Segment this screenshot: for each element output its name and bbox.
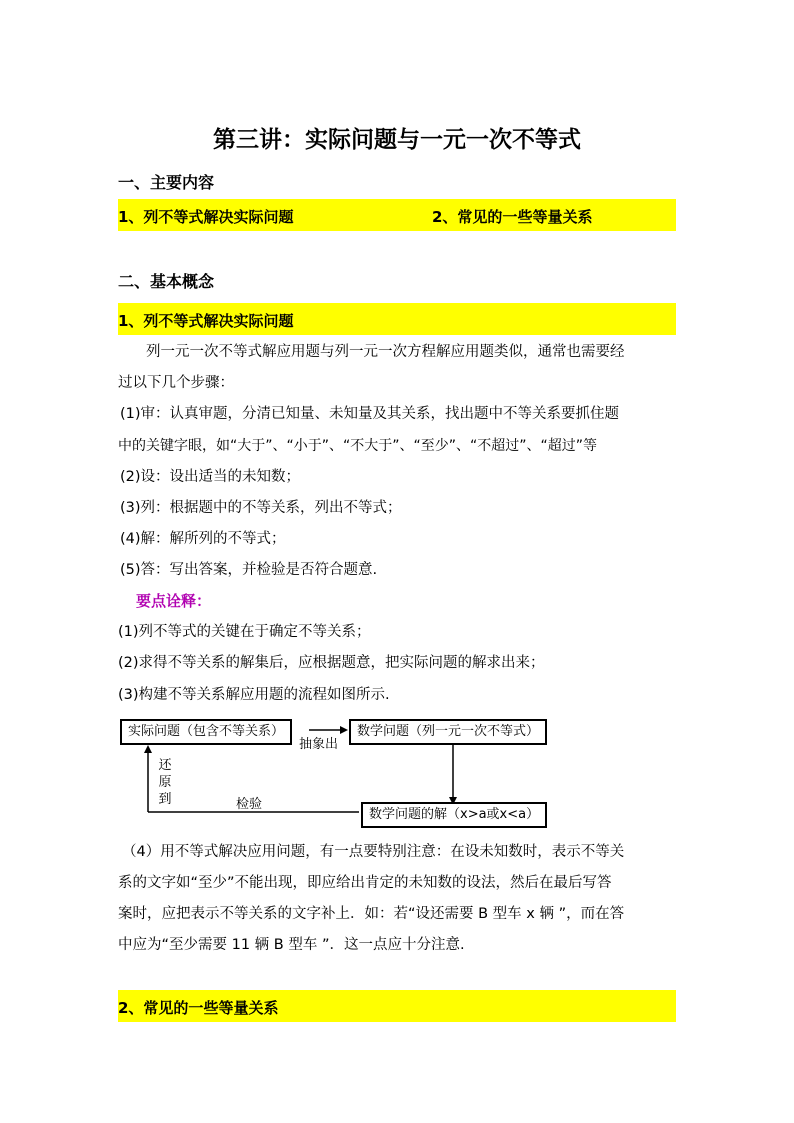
para-4-line-3: 案时，应把表示不等关系的文字补上．如：若“设还需要 B 型车 x 辆 ”，而在答 <box>118 906 625 922</box>
step-1-line-1: (1)审：认真审题，分清已知量、未知量及其关系，找出题中不等关系要抓住题 <box>120 406 620 422</box>
step-3: (3)列：根据题中的不等关系，列出不等式； <box>120 500 402 516</box>
flow-box-real-problem: 实际问题（包含不等关系） <box>120 719 292 745</box>
step-5: (5)答：写出答案，并检验是否符合题意. <box>120 562 378 578</box>
content-item-1: 1、列不等式解决实际问题 <box>118 208 294 226</box>
note-3: (3)构建不等关系解应用题的流程如图所示. <box>118 687 390 703</box>
content-item-2: 2、常见的一些等量关系 <box>432 208 593 226</box>
flowchart <box>118 715 563 830</box>
intro-line-1: 列一元一次不等式解应用题与列一元一次方程解应用题类似，通常也需要经 <box>146 344 625 360</box>
page-title: 第三讲：实际问题与一元一次不等式 <box>213 126 581 153</box>
para-4-line-4: 中应为“至少需要 11 辆 B 型车 ”．这一点应十分注意. <box>118 937 465 953</box>
restore-char-3: 到 <box>158 792 172 807</box>
step-1-line-2: 中的关键字眼，如“大于”、“小于”、“不大于”、“至少”、“不超过”、“超过”等 <box>118 438 598 454</box>
highlight-bar-contents <box>118 199 676 231</box>
highlight-bar-sub1 <box>118 303 676 335</box>
restore-char-1: 还 <box>158 758 172 773</box>
note-1: (1)列不等式的关键在于确定不等关系； <box>118 624 371 640</box>
flow-box-math-solution: 数学问题的解（x>a或x<a） <box>361 802 547 828</box>
key-points-heading: 要点诠释： <box>136 592 212 610</box>
para-4-line-1: （4）用不等式解决应用问题，有一点要特别注意：在设未知数时，表示不等关 <box>122 844 625 860</box>
para-4-line-2: 系的文字如“至少”不能出现，即应给出肯定的未知数的设法，然后在最后写答 <box>118 875 612 891</box>
flow-label-check: 检验 <box>236 797 263 812</box>
restore-char-2: 原 <box>158 775 172 790</box>
highlight-bar-sub2 <box>118 990 676 1022</box>
flow-label-restore <box>158 757 172 808</box>
section-heading-main-content: 一、主要内容 <box>118 173 215 192</box>
intro-line-2: 过以下几个步骤： <box>118 375 234 391</box>
subsection-title-1: 1、列不等式解决实际问题 <box>118 312 294 330</box>
flow-label-abstract: 抽象出 <box>299 737 339 752</box>
section-heading-basic-concepts: 二、基本概念 <box>118 272 215 291</box>
step-4: (4)解：解所列的不等式； <box>120 531 286 547</box>
flow-box-math-problem: 数学问题（列一元一次不等式） <box>349 719 547 745</box>
subsection-title-2: 2、常见的一些等量关系 <box>118 999 279 1017</box>
step-2: (2)设：设出适当的未知数； <box>120 469 301 485</box>
note-2: (2)求得不等关系的解集后，应根据题意，把实际问题的解求出来； <box>118 655 545 671</box>
